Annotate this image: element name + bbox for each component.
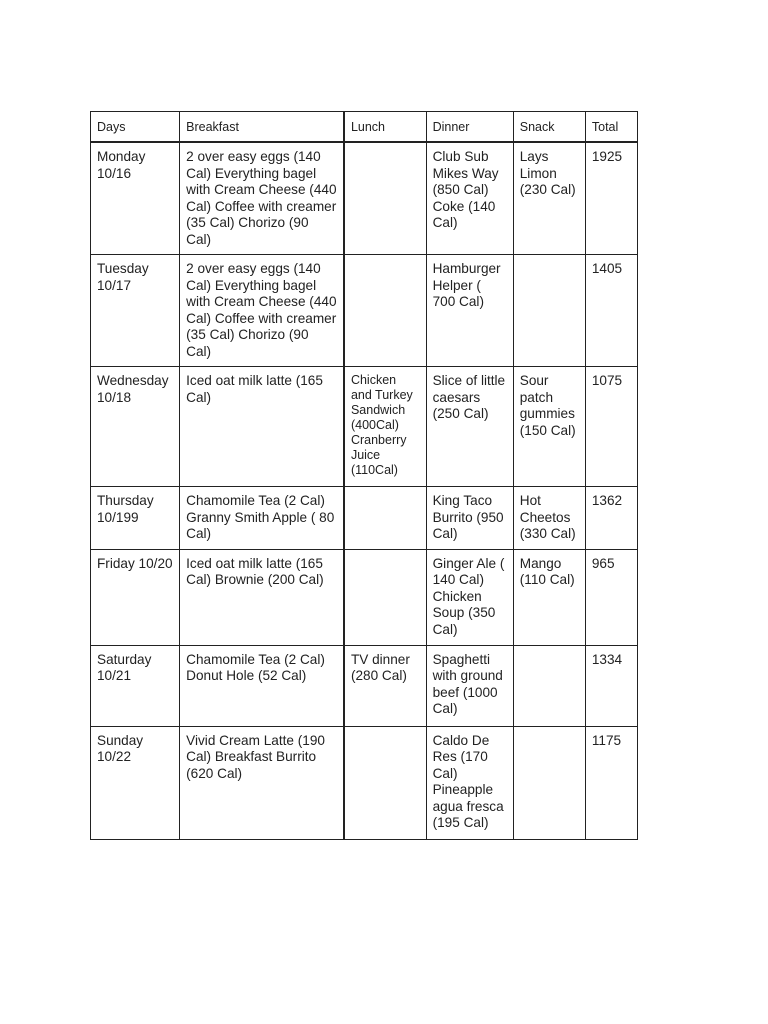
- cell-dinner: Caldo De Res (170 Cal) Pineapple agua fresca (195 Cal): [426, 726, 513, 839]
- cell-day: Wednesday 10/18: [91, 367, 180, 487]
- table-row: [91, 142, 638, 255]
- table-row: [91, 487, 638, 550]
- cell-lunch: [344, 255, 426, 367]
- header-breakfast: Breakfast: [180, 112, 344, 143]
- cell-day: Saturday 10/21: [91, 645, 180, 726]
- cell-total: 1334: [585, 645, 637, 726]
- cell-total: 1175: [585, 726, 637, 839]
- cell-day: Monday 10/16: [91, 142, 180, 255]
- table-header-row: [91, 112, 638, 143]
- cell-snack: [513, 255, 585, 367]
- cell-lunch: [344, 142, 426, 255]
- cell-dinner: Hamburger Helper ( 700 Cal): [426, 255, 513, 367]
- cell-day: Friday 10/20: [91, 549, 180, 645]
- cell-total: 1075: [585, 367, 637, 487]
- cell-snack: Mango (110 Cal): [513, 549, 585, 645]
- cell-breakfast: Chamomile Tea (2 Cal) Donut Hole (52 Cal): [180, 645, 344, 726]
- header-total: Total: [585, 112, 637, 143]
- cell-snack: Lays Limon (230 Cal): [513, 142, 585, 255]
- cell-lunch: [344, 726, 426, 839]
- cell-breakfast: Iced oat milk latte (165 Cal) Brownie (200 Cal): [180, 549, 344, 645]
- cell-day: Thursday 10/199: [91, 487, 180, 550]
- cell-snack: [513, 645, 585, 726]
- table-row: [91, 255, 638, 367]
- food-log-table: [90, 111, 638, 840]
- cell-breakfast: Chamomile Tea (2 Cal) Granny Smith Apple ( 80 Cal): [180, 487, 344, 550]
- cell-dinner: Slice of little caesars (250 Cal): [426, 367, 513, 487]
- header-dinner: Dinner: [426, 112, 513, 143]
- cell-breakfast: Iced oat milk latte (165 Cal): [180, 367, 344, 487]
- cell-dinner: Club Sub Mikes Way (850 Cal) Coke (140 Cal): [426, 142, 513, 255]
- cell-lunch: Chicken and Turkey Sandwich (400Cal) Cranberry Juice (110Cal): [344, 367, 426, 487]
- cell-lunch: [344, 487, 426, 550]
- cell-day: Sunday 10/22: [91, 726, 180, 839]
- cell-breakfast: 2 over easy eggs (140 Cal) Everything bagel with Cream Cheese (440 Cal) Coffee with creamer (35 Cal) Chorizo (90 Cal): [180, 255, 344, 367]
- table-row: [91, 367, 638, 487]
- cell-dinner: King Taco Burrito (950 Cal): [426, 487, 513, 550]
- cell-snack: Hot Cheetos (330 Cal): [513, 487, 585, 550]
- cell-lunch: TV dinner (280 Cal): [344, 645, 426, 726]
- cell-total: 1362: [585, 487, 637, 550]
- header-snack: Snack: [513, 112, 585, 143]
- cell-snack: Sour patch gummies (150 Cal): [513, 367, 585, 487]
- cell-breakfast: Vivid Cream Latte (190 Cal) Breakfast Burrito (620 Cal): [180, 726, 344, 839]
- table-row: [91, 549, 638, 645]
- cell-dinner: Spaghetti with ground beef (1000 Cal): [426, 645, 513, 726]
- cell-breakfast: 2 over easy eggs (140 Cal) Everything bagel with Cream Cheese (440 Cal) Coffee with creamer (35 Cal) Chorizo (90 Cal): [180, 142, 344, 255]
- header-lunch: Lunch: [344, 112, 426, 143]
- cell-dinner: Ginger Ale ( 140 Cal) Chicken Soup (350 Cal): [426, 549, 513, 645]
- cell-snack: [513, 726, 585, 839]
- cell-day: Tuesday 10/17: [91, 255, 180, 367]
- cell-lunch: [344, 549, 426, 645]
- table-row: [91, 726, 638, 839]
- cell-total: 1925: [585, 142, 637, 255]
- header-days: Days: [91, 112, 180, 143]
- cell-total: 965: [585, 549, 637, 645]
- cell-total: 1405: [585, 255, 637, 367]
- table-row: [91, 645, 638, 726]
